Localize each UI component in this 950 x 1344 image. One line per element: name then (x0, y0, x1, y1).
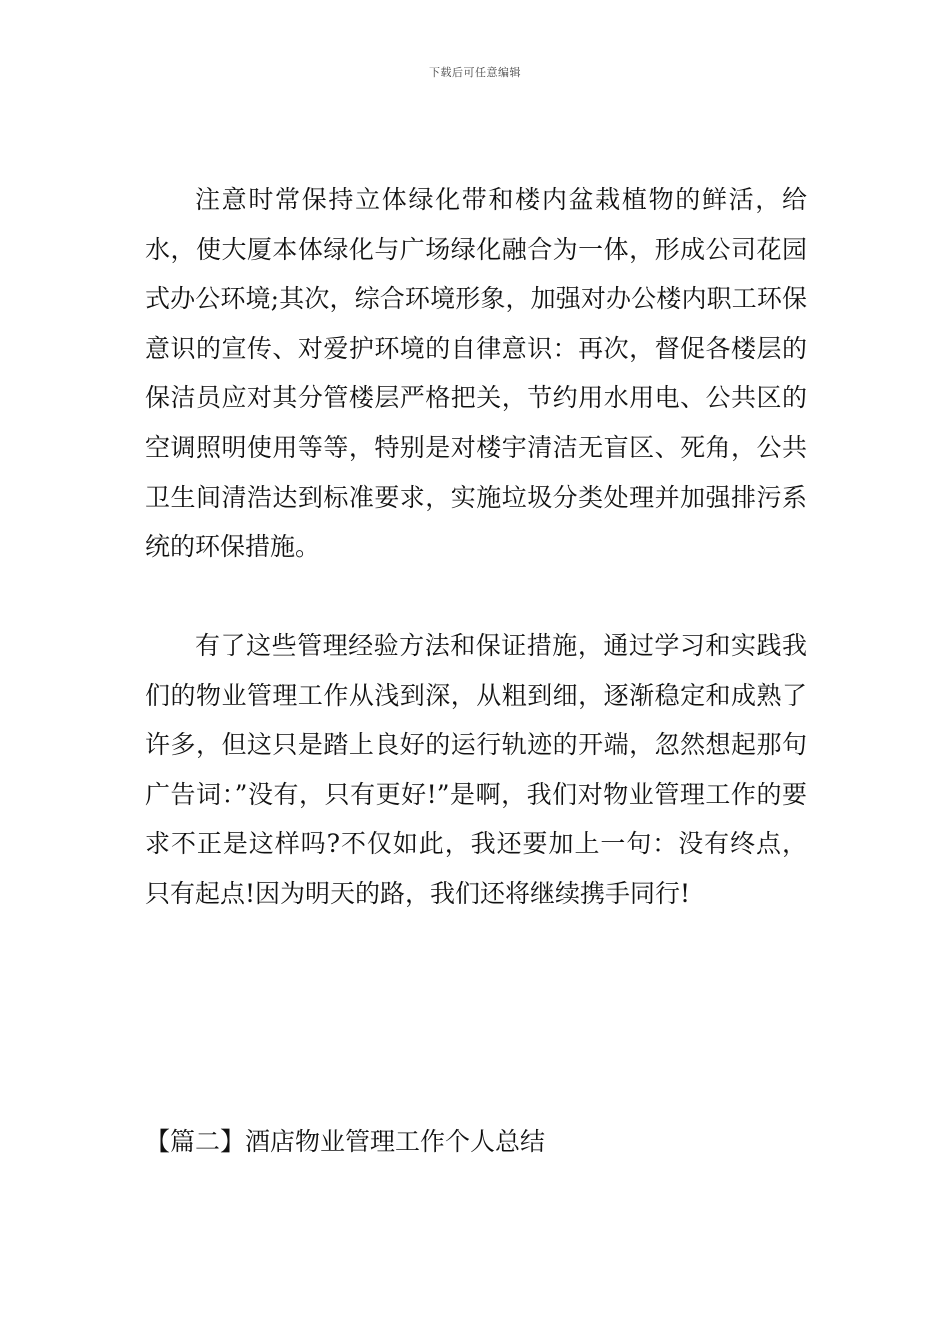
page-header-caption: 下载后可任意编辑 (429, 66, 521, 79)
body-paragraph-1: 注意时常保持立体绿化带和楼内盆栽植物的鲜活，给水，使大厦本体绿化与广场绿化融合为一体，形成公司花园式办公环境;其次，综合环境形象，加强对办公楼内职工环保意识的宣传、对爱护环境的自律意识：再次，督促各楼层的保洁员应对其分管楼层严格把关，节约用水用电、公共区的空调照明使用等等，特别是对楼宇清洁无盲区、死角，公共卫生间清浩达到标准要求，实施垃圾分类处理并加强排污系统的环保措施。 (145, 185, 807, 562)
section-heading: 【篇二】酒店物业管理工作个人总结 (145, 1127, 546, 1156)
body-paragraph-2: 有了这些管理经验方法和保证措施，通过学习和实践我们的物业管理工作从浅到深，从粗到细，逐渐稳定和成熟了许多，但这只是踏上良好的运行轨迹的开端，忽然想起那句广告词：”没有，只有更好!”是啊，我们对物业管理工作的要求不正是这样吗?不仅如此，我还要加上一句：没有终点，只有起点!因为明天的路，我们还将继续携手同行! (145, 631, 807, 908)
